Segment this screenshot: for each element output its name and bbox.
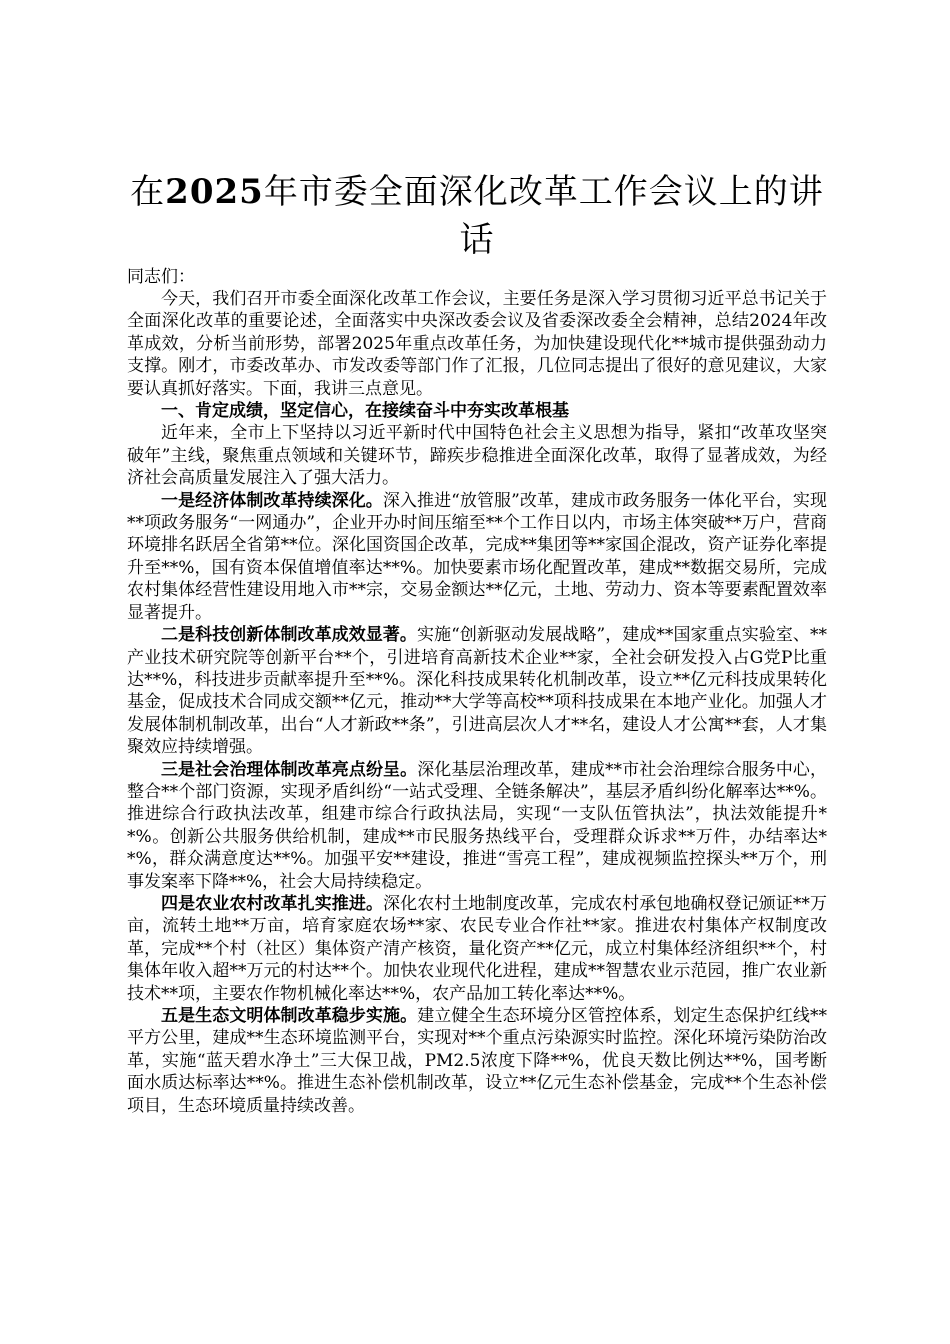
item-lead: 五是生态文明体制改革稳步实施。 <box>161 1006 418 1026</box>
item-paragraph-4 <box>127 893 827 1005</box>
item-text: 深入推进“放管服”改革，建成市政务服务一体化平台，实现**项政务服务“一网通办”，企业开办时间压缩至**个工作日以内，市场主体突破**万户，营商环境排名跃居全省第**位。深化国资国企改革，完成**集团等**家国企混改，资产证券化率提升至**%，国有资本保值增值率达**%。加快要素市场化配置改革，建成**数据交易所，完成农村集体经营性建设用地入市**宗，交易金额达**亿元，土地、劳动力、资本等要素配置效率显著提升。 <box>127 490 827 623</box>
item-paragraph-3 <box>127 759 827 893</box>
section-intro-paragraph: 近年来，全市上下坚持以习近平新时代中国特色社会主义思想为指导，紧扣“改革攻坚突破年”主线，聚焦重点领域和关键环节，蹄疾步稳推进全面深化改革，取得了显著成效，为经济社会高质量发展注入了强大活力。 <box>127 423 827 489</box>
item-paragraph-2 <box>127 624 827 758</box>
document-title <box>127 168 827 264</box>
item-text: 实施“创新驱动发展战略”，建成**国家重点实验室、**产业技术研究院等创新平台**个，引进培育高新技术企业**家，全社会研发投入占G党P比重达**%，科技进步贡献率提升至**%。深化科技成果转化机制改革，设立**亿元科技成果转化基金，促成技术合同成交额**亿元，推动**大学等高校**项科技成果在本地产业化。加强人才发展体制机制改革，出台“人才新政**条”，引进高层次人才**名，建设人才公寓**套，人才集聚效应持续增强。 <box>127 625 828 758</box>
intro-paragraph: 今天，我们召开市委全面深化改革工作会议，主要任务是深入学习贯彻习近平总书记关于全面深化改革的重要论述，全面落实中央深改委会议及省委深改委全会精神，总结2024年改革成效，分析当前形势，部署2025年重点改革任务，为加快建设现代化**城市提供强劲动力支撑。刚才，市委改革办、市发改委等部门作了汇报，几位同志提出了很好的意见建议，大家要认真抓好落实。下面，我讲三点意见。 <box>127 289 827 399</box>
salutation: 同志们： <box>127 267 195 287</box>
item-lead: 四是农业农村改革扎实推进。 <box>161 893 384 914</box>
item-lead: 二是科技创新体制改革成效显著。 <box>161 625 418 646</box>
item-paragraph-5 <box>127 1005 827 1117</box>
item-paragraph-1 <box>127 490 827 624</box>
item-lead: 三是社会治理体制改革亮点纷呈。 <box>161 759 418 780</box>
title-prefix: 在 <box>130 172 166 212</box>
title-suffix: 年市委全面深化改革工作会议上的讲话 <box>263 172 824 260</box>
title-year: 2025 <box>165 172 264 212</box>
section-heading: 一、肯定成绩，坚定信心，在接续奋斗中夯实改革根基 <box>161 401 569 422</box>
item-text: 建立健全生态环境分区管控体系，划定生态保护红线**平方公里，建成**生态环境监测平台，实现对**个重点污染源实时监控。深化环境污染防治改革，实施“蓝天碧水净土”三大保卫战，PM2.5浓度下降**%，优良天数比例达**%，国考断面水质达标率达**%。推进生态补偿机制改革，设立**亿元生态补偿基金，完成**个生态补偿项目，生态环境质量持续改善。 <box>127 1006 828 1116</box>
item-text: 深化农村土地制度改革，完成农村承包地确权登记颁证**万亩，流转土地**万亩，培育家庭农场**家、农民专业合作社**家。推进农村集体产权制度改革，完成**个村（社区）集体资产清产核资，量化资产**亿元，成立村集体经济组织**个，村集体年收入超**万元的村达**个。加快农业现代化进程，建成**智慧农业示范园，推广农业新技术**项，主要农作物机械化率达**%，农产品加工转化率达**%。 <box>127 893 828 1004</box>
item-text: 深化基层治理改革，建成**市社会治理综合服务中心，整合**个部门资源，实现矛盾纠纷“一站式受理、全链条解决”，基层矛盾纠纷化解率达**%。推进综合行政执法改革，组建市综合行政执法局，实现“一支队伍管执法”，执法效能提升**%。创新公共服务供给机制，建成**市民服务热线平台，受理群众诉求**万件，办结率达**%，群众满意度达**%。加强平安**建设，推进“雪亮工程”，建成视频监控探头**万个，刑事发案率下降**%，社会大局持续稳定。 <box>127 759 828 892</box>
item-lead: 一是经济体制改革持续深化。 <box>161 490 383 511</box>
document-page <box>127 168 827 1117</box>
